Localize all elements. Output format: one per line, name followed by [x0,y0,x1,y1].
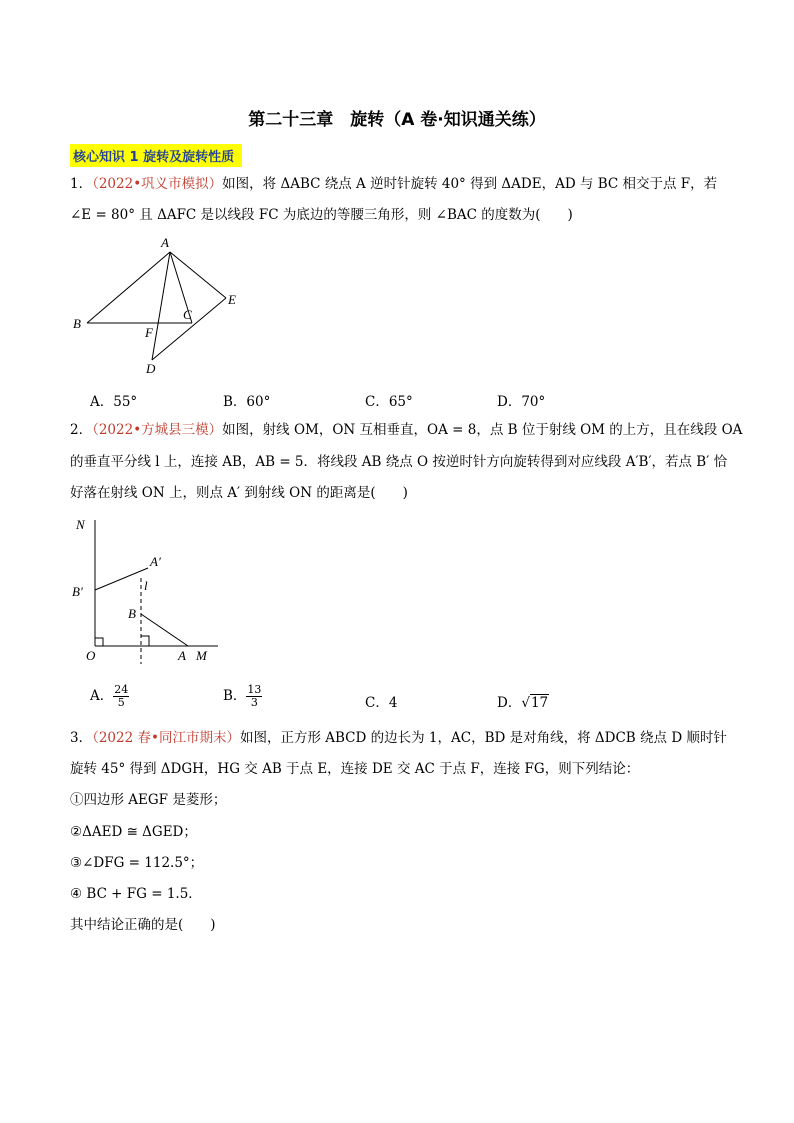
label-b: B [128,606,136,621]
label-c: C [183,307,192,322]
question-2-line-3: 好落在射线 ON 上，则点 A′ 到射线 ON 的距离是( ) [70,485,408,501]
question-3-conclusion: 其中结论正确的是( ) [70,917,216,933]
segment-ad [152,252,170,360]
question-3-line-2: 旋转 45° 得到 ΔDGH，HG 交 AB 于点 E，连接 DE 交 AC 于点 F，连接 FG，则下列结论： [70,761,640,777]
question-1-option-d[interactable]: D．70° [497,394,546,410]
segment-ab [87,252,170,323]
question-3-line-1 [70,728,727,748]
question-2-option-b[interactable]: B． $\frac{13}{3}$ [223,683,262,709]
label-n: N [76,517,85,532]
question-2-line-1 [70,420,742,440]
radicand: 17 [530,695,549,711]
question-3-item-1: ①四边形 AEGF 是菱形； [70,792,227,808]
question-3-text-1: 如图，正方形 ABCD 的边长为 1，AC，BD 是对角线，将 ΔDCB 绕点 D 顺时针 [239,730,727,746]
question-2-text-1: 如图，射线 OM，ON 互相垂直，OA = 8，点 B 位于射线 OM 的上方，且在线段 OA [222,422,743,438]
question-2-source: （2022•方城县三模） [92,422,223,438]
label-e: E [228,292,236,307]
label-b-prime: B′ [72,584,83,599]
label-l: l [144,578,148,593]
question-1-line-1 [70,174,717,194]
question-3-source: （2022 春•同江市期末） [92,730,240,746]
label-o: O [86,648,96,663]
label-a: A [178,648,186,663]
segment-ae [170,252,226,298]
question-1-line-2: ∠E = 80° 且 ΔAFC 是以线段 FC 为底边的等腰三角形，则 ∠BAC 的度数为( ) [70,207,573,223]
label-a-prime: A′ [150,554,161,569]
right-angle-mark-l [141,636,149,646]
label-d: D [146,361,156,376]
fraction-24-5: $\frac{24}{5}$ [114,683,129,709]
question-1-option-c[interactable]: C．65° [365,394,413,410]
question-1-text-1: 如图，将 ΔABC 绕点 A 逆时针旋转 40° 得到 ΔADE，AD 与 BC 相交于点 F，若 [222,176,718,192]
label-b: B [73,316,81,331]
question-3-number: 3． [70,730,93,746]
fraction-13-3: $\frac{13}{3}$ [247,683,262,709]
question-3-item-4: ④ BC + FG = 1.5． [70,886,202,902]
segment-ab [141,614,188,646]
radical-sign: √ [521,695,530,711]
label-a: A [161,235,169,250]
question-1-source: （2022•巩义市模拟） [92,176,223,192]
question-2-line-2: 的垂直平分线 l 上，连接 AB，AB = 5．将线段 AB 绕点 O 按逆时针方向旋转得到对应线段 A′B′，若点 B′ 恰 [70,454,728,470]
question-1-option-b[interactable]: B．60° [223,394,271,410]
question-1-number: 1． [70,176,93,192]
label-m: M [196,648,207,663]
question-2-option-a[interactable]: A． $\frac{24}{5}$ [90,683,129,709]
question-1-option-a[interactable]: A．55° [90,394,138,410]
question-1-figure [60,230,260,380]
question-2-option-d[interactable]: D．√17 [497,695,549,711]
right-angle-mark-o [95,638,103,646]
question-2-option-c[interactable]: C．4 [365,695,398,711]
question-2-number: 2． [70,422,93,438]
question-3-item-2: ②ΔAED ≅ ΔGED； [70,824,197,840]
label-f: F [145,325,153,340]
question-3-item-3: ③∠DFG = 112.5°； [70,855,204,871]
section-label: 核心知识 1 旋转及旋转性质 [70,144,242,167]
segment-a-prime-b-prime [95,568,148,590]
page-title: 第二十三章 旋转（A 卷·知识通关练） [248,110,546,130]
question-2-figure [70,512,230,667]
